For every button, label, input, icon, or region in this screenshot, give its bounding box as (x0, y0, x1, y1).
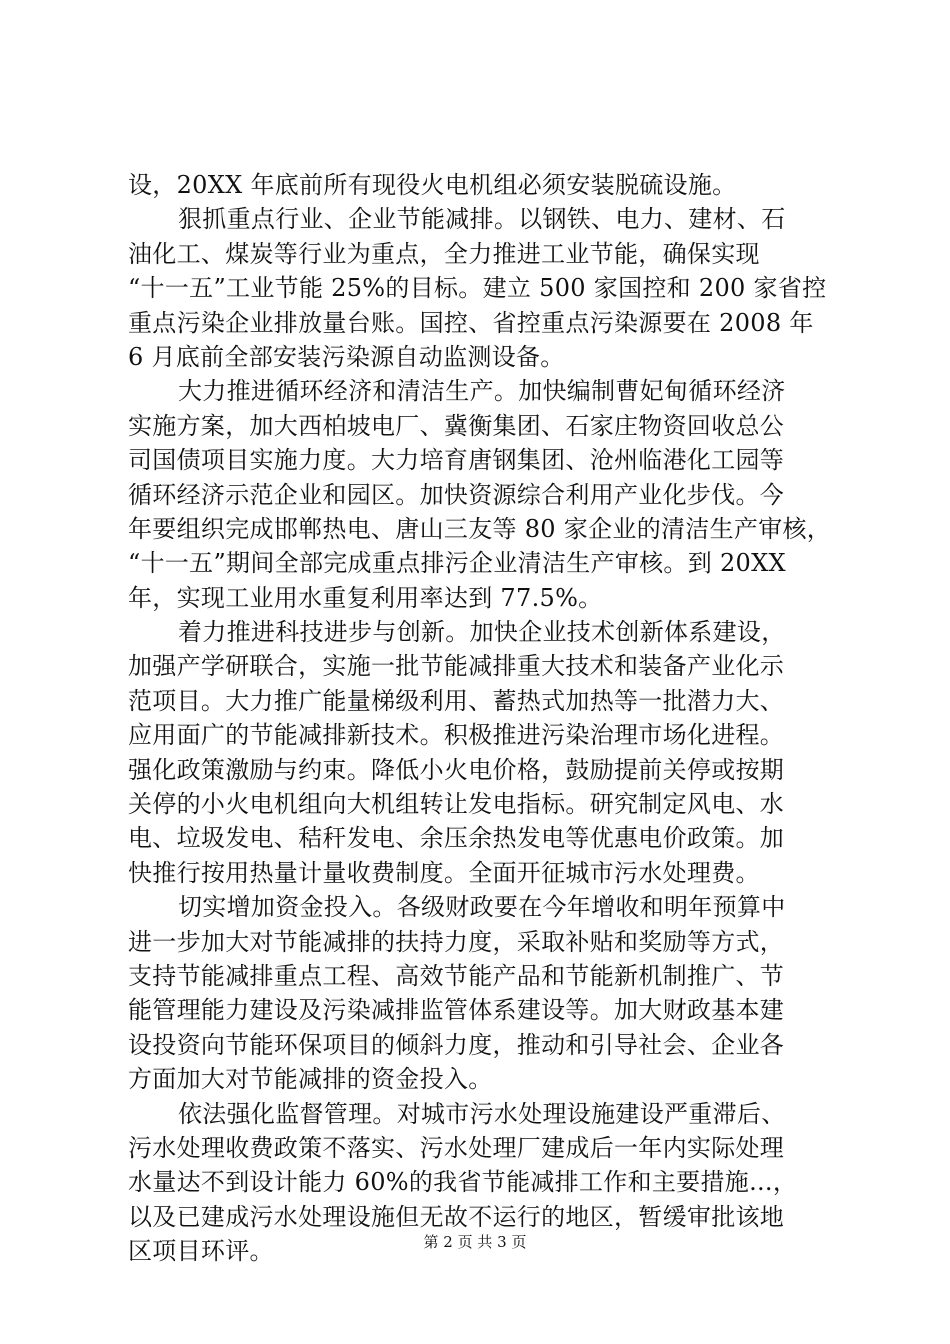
text-line: 区项目环评。 (128, 1237, 274, 1266)
text-line: 实施方案，加大西柏坡电厂、冀衡集团、石家庄物资回收总公 (128, 411, 785, 440)
text-line: “十一五”期间全部完成重点排污企业清洁生产审核。到 20XX (128, 549, 786, 578)
text-line: 水量达不到设计能力 60%的我省节能减排工作和主要措施...， (128, 1168, 798, 1197)
text-line: 年，实现工业用水重复利用率达到 77.5%。 (128, 583, 603, 612)
text-line: 支持节能减排重点工程、高效节能产品和节能新机制推广、节 (128, 961, 785, 990)
text-line: 年要组织完成邯郸热电、唐山三友等 80 家企业的清洁生产审核， (128, 514, 832, 543)
paragraph-start-line: 依法强化监督管理。对城市污水处理设施建设严重滞后、 (178, 1099, 786, 1128)
text-line: 重点污染企业排放量台账。国控、省控重点污染源要在 2008 年 (128, 308, 814, 337)
text-line: 加强产学研联合，实施一批节能减排重大技术和装备产业化示 (128, 652, 785, 681)
text-line: 强化政策激励与约束。降低小火电价格，鼓励提前关停或按期 (128, 755, 785, 784)
text-line: “十一五”工业节能 25%的目标。建立 500 家国控和 200 家省控 (128, 274, 827, 303)
paragraph-start-line: 狠抓重点行业、企业节能减排。以钢铁、电力、建材、石 (178, 205, 786, 234)
text-line: 设，20XX 年底前所有现役火电机组必须安装脱硫设施。 (128, 171, 737, 199)
text-line: 方面加大对节能减排的资金投入。 (128, 1065, 493, 1094)
text-line: 进一步加大对节能减排的扶持力度，采取补贴和奖励等方式， (128, 927, 785, 956)
text-line: 循环经济示范企业和园区。加快资源综合利用产业化步伐。今 (128, 480, 785, 509)
text-line: 污水处理收费政策不落实、污水处理厂建成后一年内实际处理 (128, 1133, 785, 1162)
text-line: 能管理能力建设及污染减排监管体系建设等。加大财政基本建 (128, 996, 785, 1025)
text-line: 快推行按用热量计量收费制度。全面开征城市污水处理费。 (128, 858, 760, 887)
text-line: 应用面广的节能减排新技术。积极推进污染治理市场化进程。 (128, 721, 785, 750)
text-line: 电、垃圾发电、秸秆发电、余压余热发电等优惠电价政策。加 (128, 824, 785, 853)
text-line: 以及已建成污水处理设施但无故不运行的地区，暂缓审批该地 (128, 1202, 785, 1231)
paragraph-start-line: 大力推进循环经济和清洁生产。加快编制曹妃甸循环经济 (178, 377, 786, 406)
text-line: 关停的小火电机组向大机组转让发电指标。研究制定风电、水 (128, 790, 785, 819)
text-line: 司国债项目实施力度。大力培育唐钢集团、沧州临港化工园等 (128, 446, 785, 475)
text-line: 6 月底前全部安装污染源自动监测设备。 (128, 342, 565, 371)
text-line: 设投资向节能环保项目的倾斜力度，推动和引导社会、企业各 (128, 1030, 785, 1059)
paragraph-start-line: 着力推进科技进步与创新。加快企业技术创新体系建设， (178, 618, 786, 647)
page-number-footer: 第 2 页 共 3 页 (423, 1233, 527, 1251)
document-body (128, 168, 834, 1269)
paragraph-start-line: 切实增加资金投入。各级财政要在今年增收和明年预算中 (178, 893, 786, 922)
text-line: 油化工、煤炭等行业为重点，全力推进工业节能，确保实现 (128, 239, 760, 268)
text-line: 范项目。大力推广能量梯级利用、蓄热式加热等一批潜力大、 (128, 686, 785, 715)
